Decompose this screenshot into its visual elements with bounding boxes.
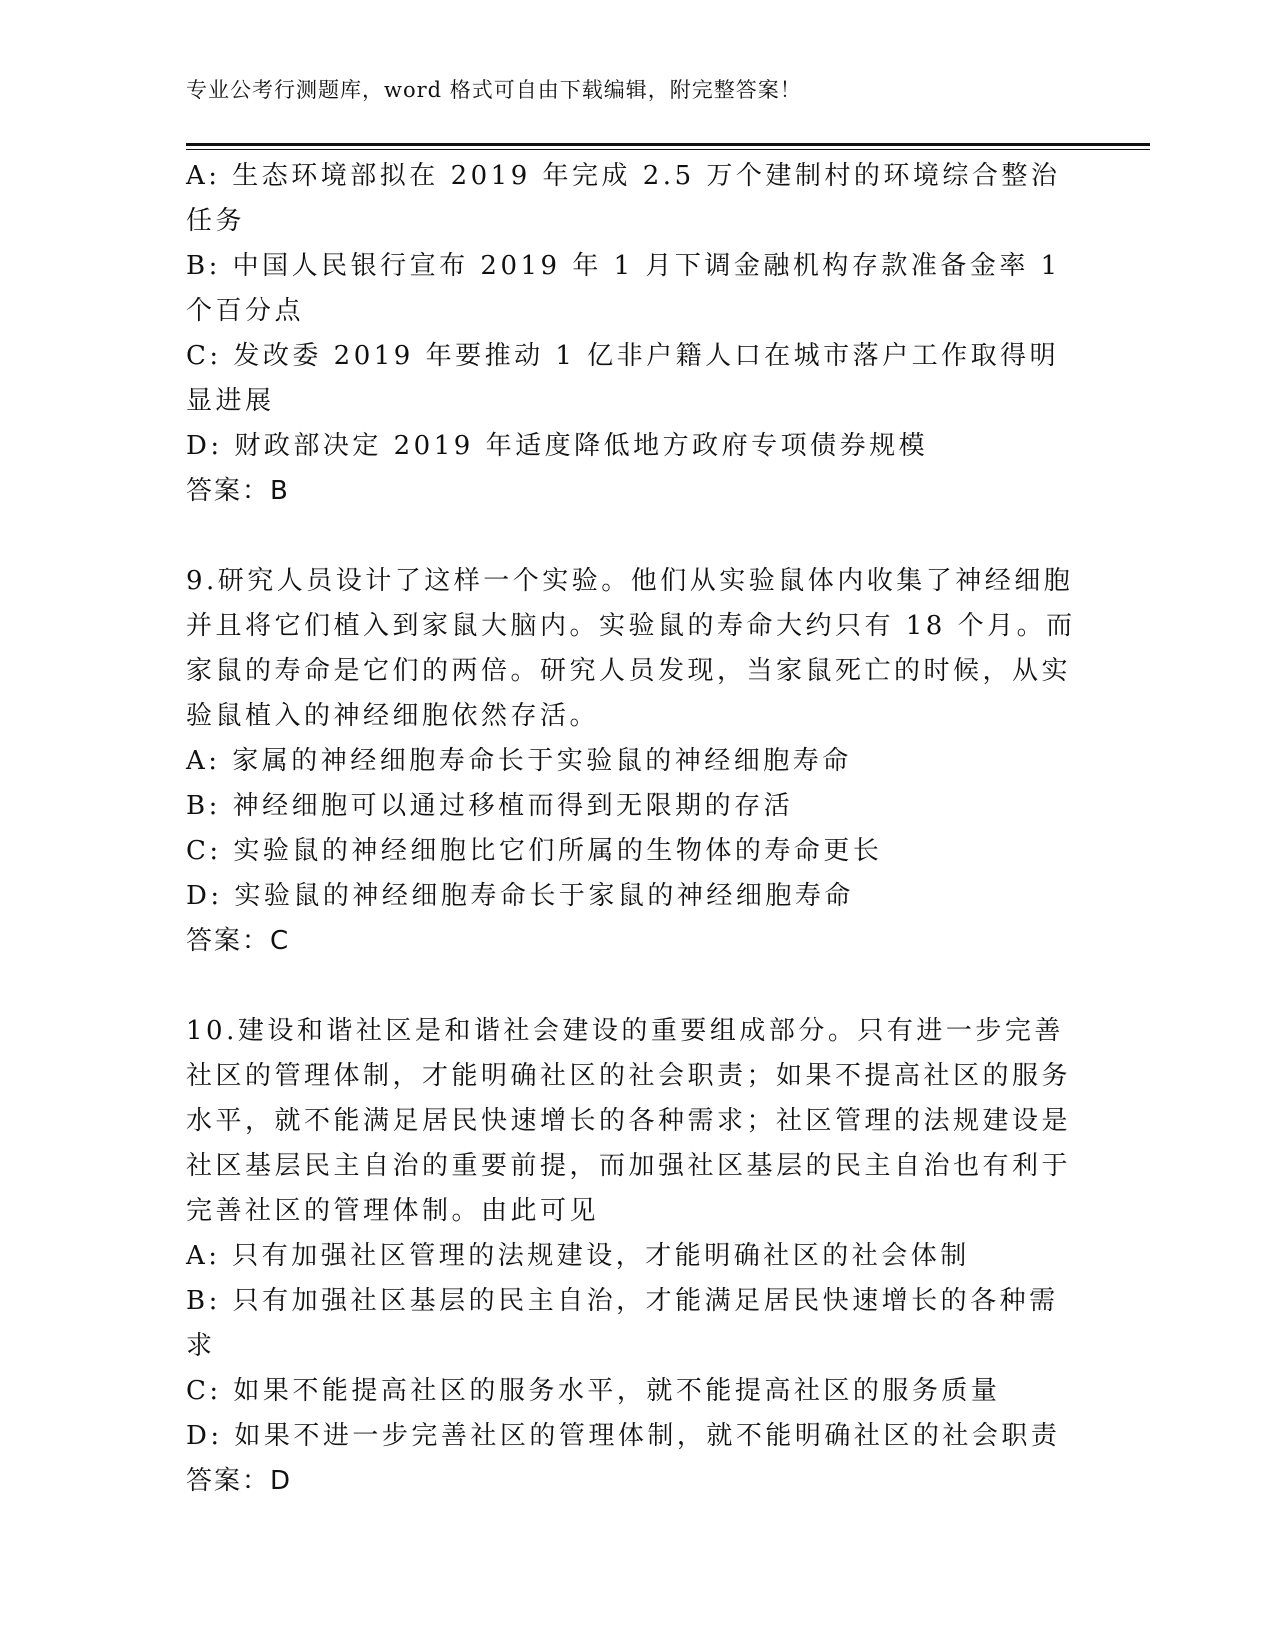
q8-option-d: D: 财政部决定 2019 年适度降低地方政府专项债券规模 — [186, 431, 929, 461]
question-8 — [186, 154, 1086, 514]
q8-answer: 答案：B — [186, 476, 290, 506]
spacer — [186, 964, 1086, 1009]
q10-answer: 答案：D — [186, 1466, 293, 1496]
q8-option-b: B: 中国人民银行宣布 2019 年 1 月下调金融机构存款准备金率 1 个百分点 — [186, 251, 1073, 326]
q10-stem: 10.建设和谐社区是和谐社会建设的重要组成部分。只有进一步完善社区的管理体制，才能明确社区的社会职责；如果不提高社区的服务水平，就不能满足居民快速增长的各种需求；社区管理的法规建设是社区基层民主自治的重要前提，而加强社区基层的民主自治也有利于完善社区的管理体制。由此可见 — [186, 1016, 1072, 1226]
q9-stem: 9.研究人员设计了这样一个实验。他们从实验鼠体内收集了神经细胞并且将它们植入到家鼠大脑内。实验鼠的寿命大约只有 18 个月。而家鼠的寿命是它们的两倍。研究人员发现，当家鼠死亡的时候，从实验鼠植入的神经细胞依然存活。 — [186, 566, 1076, 731]
q10-option-a: A: 只有加强社区管理的法规建设，才能明确社区的社会体制 — [186, 1241, 970, 1271]
q10-option-b: B: 只有加强社区基层的民主自治，才能满足居民快速增长的各种需求 — [186, 1286, 1059, 1361]
q8-option-c: C: 发改委 2019 年要推动 1 亿非户籍人口在城市落户工作取得明显进展 — [186, 341, 1060, 416]
q9-answer: 答案：C — [186, 926, 291, 956]
question-10 — [186, 1009, 1086, 1504]
q8-option-a: A: 生态环境部拟在 2019 年完成 2.5 万个建制村的环境综合整治任务 — [186, 161, 1061, 236]
q9-option-d: D: 实验鼠的神经细胞寿命长于家鼠的神经细胞寿命 — [186, 881, 854, 911]
q9-option-a: A: 家属的神经细胞寿命长于实验鼠的神经细胞寿命 — [186, 746, 852, 776]
q9-option-b: B: 神经细胞可以通过移植而得到无限期的存活 — [186, 791, 794, 821]
spacer — [186, 514, 1086, 559]
header-rule-thin — [186, 149, 1150, 150]
question-9 — [186, 559, 1086, 964]
header-rule-thick — [186, 143, 1150, 146]
page-header: 专业公考行测题库，word 格式可自由下载编辑，附完整答案！ — [186, 78, 802, 102]
q10-option-c: C: 如果不能提高社区的服务水平，就不能提高社区的服务质量 — [186, 1376, 1001, 1406]
q10-option-d: D: 如果不进一步完善社区的管理体制，就不能明确社区的社会职责 — [186, 1421, 1061, 1451]
question-content — [186, 154, 1086, 1504]
q9-option-c: C: 实验鼠的神经细胞比它们所属的生物体的寿命更长 — [186, 836, 883, 866]
